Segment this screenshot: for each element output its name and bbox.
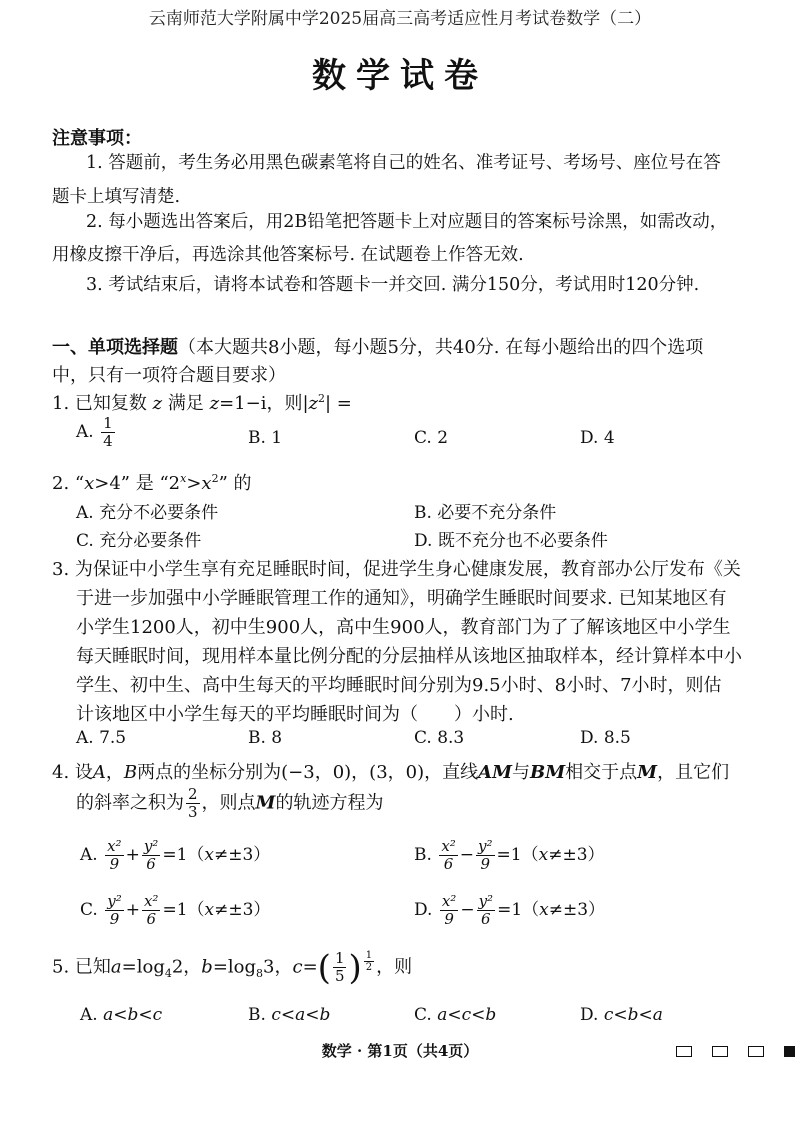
question-3-option-a: A. 7.5 <box>76 728 127 748</box>
question-3-option-c: C. 8.3 <box>414 728 465 748</box>
section-heading-line-2: 中，只有一项符合题目要求） <box>52 365 286 386</box>
question-4-option-c: C. $\frac{\text{y²}}{9}$ + $\frac{\text{x²}}{6}$ =1（x≠±3） <box>80 892 271 928</box>
question-4-line-2: 的斜率之积为 $\frac{2}{3}$ ，则点M的轨迹方程为 <box>76 785 384 821</box>
page-footer: 数学 · 第1页（共4页） <box>321 1042 479 1060</box>
question-5-option-c: C. a<c<b <box>414 1005 497 1025</box>
question-4-line-1: 4. 设A，B两点的坐标分别为(−3，0)，(3，0)，直线AM与BM相交于点M，且它们 <box>52 762 730 783</box>
exponent-fraction: $\frac{1}{2}$ <box>365 950 373 973</box>
notice-item-1-line-1: 1. 答题前，考生务必用黑色碳素笔将自己的姓名、准考证号、考场号、座位号在答 <box>86 153 721 173</box>
question-1-option-b: B. 1 <box>248 428 283 448</box>
page-indicator-box <box>748 1046 764 1057</box>
question-2-option-a: A. 充分不必要条件 <box>76 503 219 523</box>
slope-fraction: $\frac{2}{3}$ <box>188 785 198 821</box>
page-indicator-box <box>676 1046 692 1057</box>
question-3-option-d: D. 8.5 <box>580 728 631 748</box>
section-heading-bold: 一、单项选择题 <box>52 337 178 358</box>
question-2-option-b: B. 必要不充分条件 <box>414 503 557 523</box>
question-3-line-2: 于进一步加强中小学睡眠管理工作的通知》，明确学生睡眠时间要求. 已知某地区有 <box>76 588 727 609</box>
notice-item-3: 3. 考试结束后，请将本试卷和答题卡一并交回. 满分150分，考试用时120分钟. <box>86 275 700 295</box>
page-indicator-current <box>784 1046 795 1057</box>
question-2-option-d: D. 既不充分也不必要条件 <box>414 531 608 551</box>
left-paren: ( <box>317 947 331 988</box>
question-3-line-1: 3. 为保证中小学生享有充足睡眠时间，促进学生身心健康发展，教育部办公厅发布《关 <box>52 559 741 580</box>
question-5-stem: 5. 已知$a=\log_42$，$b=\log_83$，c=( $\frac{1}{5}$ ) $\frac{1}{2}$ ，则 <box>52 947 413 988</box>
question-3-line-5: 学生、初中生、高中生每天的平均睡眠时间分别为9.5小时、8小时、7小时，则估 <box>76 675 722 696</box>
question-3-option-b: B. 8 <box>248 728 283 748</box>
question-1-option-d: D. 4 <box>580 428 615 448</box>
question-2-stem: 2. “x>4” 是 “$2^x>x^2$” 的 <box>52 472 252 494</box>
question-1-option-a: A. $\frac{1}{4}$ <box>76 414 113 450</box>
question-3-line-3: 小学生1200人，初中生900人，高中生900人，教育部门为了了解该地区中小学生 <box>76 617 731 638</box>
section-heading-rest: （本大题共8小题，每小题5分，共40分. 在每小题给出的四个选项 <box>178 337 704 358</box>
fraction: $\frac{1}{4}$ <box>103 414 113 450</box>
question-4-option-a: A. $\frac{\text{x²}}{9}$ + $\frac{\text{y²}}{6}$ =1（x≠±3） <box>80 837 271 873</box>
question-3-line-4: 每天睡眠时间，现用样本量比例分配的分层抽样从该地区抽取样本，经计算样本中小 <box>76 646 742 667</box>
exam-header: 云南师范大学附属中学2025届高三高考适应性月考试卷数学（二） <box>148 9 652 29</box>
question-4-option-b: B. $\frac{\text{x²}}{6}$ − $\frac{\text{y²}}{9}$ =1（x≠±3） <box>414 837 605 873</box>
section-heading <box>52 333 703 359</box>
notice-item-2-line-2: 用橡皮擦干净后，再选涂其他答案标号. 在试题卷上作答无效. <box>52 245 524 265</box>
notice-item-2-line-1: 2. 每小题选出答案后，用2B铅笔把答题卡上对应题目的答案标号涂黑，如需改动， <box>86 212 728 232</box>
notice-title: 注意事项： <box>52 128 142 149</box>
notice-item-1-line-2: 题卡上填写清楚. <box>52 187 181 207</box>
page-title: 数学试卷 <box>312 56 488 96</box>
question-5-option-a: A. a<b<c <box>80 1005 163 1025</box>
page-indicator-box <box>712 1046 728 1057</box>
question-2-option-c: C. 充分必要条件 <box>76 531 202 551</box>
question-5-option-b: B. c<a<b <box>248 1005 331 1025</box>
question-1-stem: 1. 已知复数 z 满足 z=1−i，则$|z^2|$ = <box>52 392 352 414</box>
right-paren: ) <box>348 947 362 988</box>
question-5-option-d: D. c<b<a <box>580 1005 663 1025</box>
question-4-option-d: D. $\frac{\text{x²}}{9}$ − $\frac{\text{y²}}{6}$ =1（x≠±3） <box>414 892 606 928</box>
question-3-line-6: 计该地区中小学生每天的平均睡眠时间为（ ）小时. <box>76 704 514 725</box>
question-1-option-c: C. 2 <box>414 428 449 448</box>
